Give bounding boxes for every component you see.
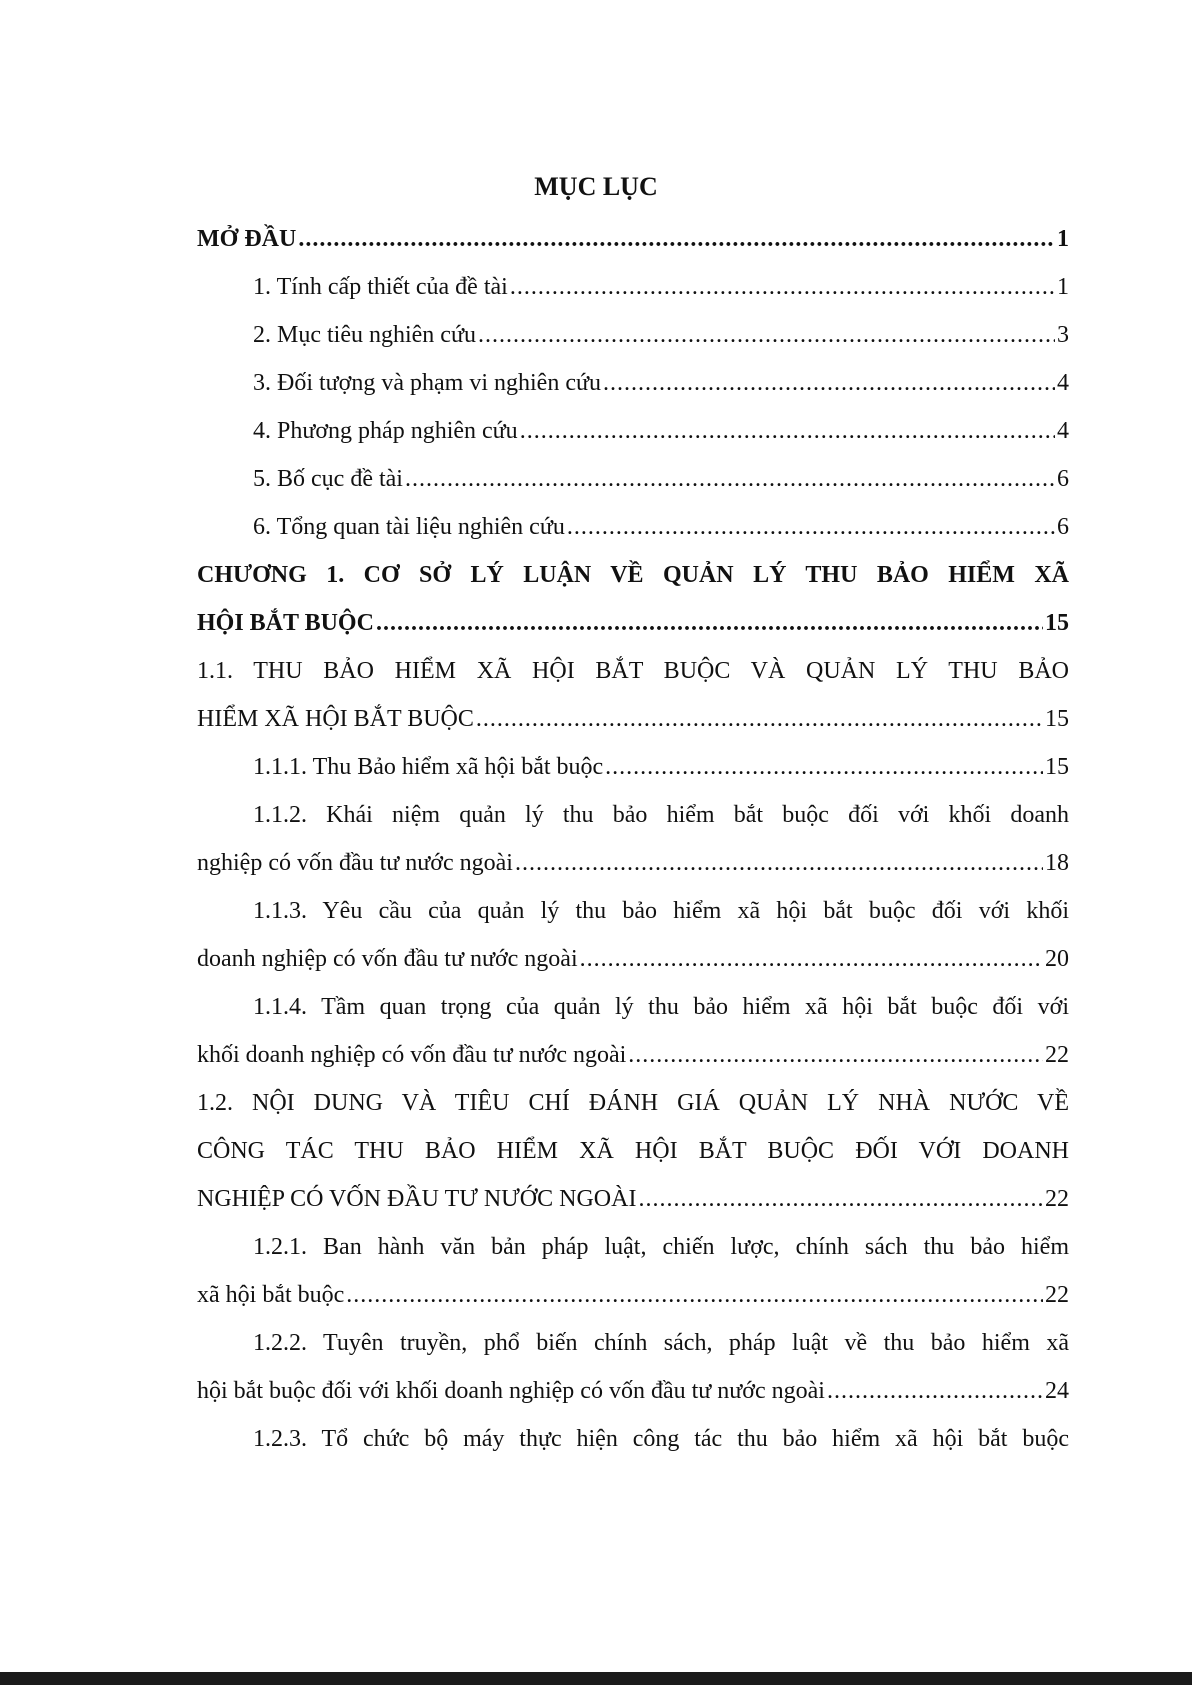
toc-entry-literature[interactable] <box>197 503 1069 551</box>
toc-entry-label: 1. Tính cấp thiết của đề tài <box>253 274 508 300</box>
toc-entry-label: hội bắt buộc đối với khối doanh nghiệp có vốn đầu tư nước ngoài <box>197 1378 825 1404</box>
toc-entry-label: xã hội bắt buộc <box>197 1282 345 1308</box>
toc-page-number: 18 <box>1045 850 1069 876</box>
toc-page-number: 3 <box>1057 322 1069 348</box>
toc-leader-dots <box>376 599 1043 647</box>
toc-entry-1-1-3[interactable]: 1.1.3. Yêu cầu của quản lý thu bảo hiểm xã hội bắt buộc đối với khối <box>253 898 1069 924</box>
document-title: MỤC LỤC <box>534 172 658 201</box>
toc-entry-label: 1.1.1. Thu Bảo hiểm xã hội bắt buộc <box>253 754 604 780</box>
toc-leader-dots <box>628 1031 1043 1079</box>
toc-entry-scope[interactable] <box>197 359 1069 407</box>
toc-entry-label: nghiệp có vốn đầu tư nước ngoài <box>197 850 513 876</box>
toc-page-number: 1 <box>1057 226 1069 252</box>
toc-page-number: 4 <box>1057 418 1069 444</box>
toc-entry-label: MỞ ĐẦU <box>197 226 297 252</box>
toc-entry-section-1-2-cont[interactable]: CÔNG TÁC THU BẢO HIỂM XÃ HỘI BẮT BUỘC ĐỐI VỚI DOANH <box>197 1138 1069 1164</box>
toc-entry-1-2-2[interactable]: 1.2.2. Tuyên truyền, phổ biến chính sách, pháp luật về thu bảo hiểm xã <box>253 1330 1069 1356</box>
toc-entry-methods[interactable] <box>197 407 1069 455</box>
toc-entry-section-1-1[interactable]: 1.1. THU BẢO HIỂM XÃ HỘI BẮT BUỘC VÀ QUẢN LÝ THU BẢO <box>197 658 1069 684</box>
toc-entry-1-2-1[interactable]: 1.2.1. Ban hành văn bản pháp luật, chiến lược, chính sách thu bảo hiểm <box>253 1234 1069 1260</box>
toc-leader-dots <box>405 455 1055 503</box>
toc-leader-dots <box>476 695 1043 743</box>
toc-entry-section-1-2[interactable]: 1.2. NỘI DUNG VÀ TIÊU CHÍ ĐÁNH GIÁ QUẢN LÝ NHÀ NƯỚC VỀ <box>197 1090 1069 1116</box>
toc-page-number: 24 <box>1045 1378 1069 1404</box>
toc-leader-dots <box>638 1175 1043 1223</box>
toc-page-number: 4 <box>1057 370 1069 396</box>
toc-entry-label: HỘI BẮT BUỘC <box>197 610 374 636</box>
toc-entry-label: 4. Phương pháp nghiên cứu <box>253 418 518 444</box>
toc-entry-label: 5. Bố cục đề tài <box>253 466 403 492</box>
toc-entry-label: 3. Đối tượng và phạm vi nghiên cứu <box>253 370 601 396</box>
toc-page-number: 22 <box>1045 1042 1069 1068</box>
toc-entry-chapter-1[interactable]: CHƯƠNG 1. CƠ SỞ LÝ LUẬN VỀ QUẢN LÝ THU BẢO HIỂM XÃ <box>197 562 1069 588</box>
toc-entry-label: HIỂM XÃ HỘI BẮT BUỘC <box>197 706 474 732</box>
toc-entry-urgency[interactable] <box>197 263 1069 311</box>
toc-entry-1-2-1-cont[interactable] <box>197 1271 1069 1319</box>
toc-entry-objectives[interactable] <box>197 311 1069 359</box>
toc-page-number: 22 <box>1045 1186 1069 1212</box>
toc-entry-structure[interactable] <box>197 455 1069 503</box>
toc-entry-1-1-4-cont[interactable] <box>197 1031 1069 1079</box>
toc-leader-dots <box>605 743 1043 791</box>
toc-entry-1-1-1[interactable] <box>197 743 1069 791</box>
toc-entry-section-1-1-cont[interactable] <box>197 695 1069 743</box>
toc-page-number: 15 <box>1045 754 1069 780</box>
toc-page-number: 15 <box>1045 610 1069 636</box>
toc-leader-dots <box>567 503 1055 551</box>
toc-page-number: 6 <box>1057 466 1069 492</box>
toc-entry-1-2-2-cont[interactable] <box>197 1367 1069 1415</box>
toc-entry-label: NGHIỆP CÓ VỐN ĐẦU TƯ NƯỚC NGOÀI <box>197 1186 637 1212</box>
toc-leader-dots <box>520 407 1055 455</box>
toc-leader-dots <box>510 263 1055 311</box>
toc-entry-section-1-2-end[interactable] <box>197 1175 1069 1223</box>
toc-entry-1-1-2[interactable]: 1.1.2. Khái niệm quản lý thu bảo hiểm bắt buộc đối với khối doanh <box>253 802 1069 828</box>
toc-leader-dots <box>478 311 1055 359</box>
toc-entry-1-1-3-cont[interactable] <box>197 935 1069 983</box>
toc-page-number: 20 <box>1045 946 1069 972</box>
toc-entry-1-1-4[interactable]: 1.1.4. Tầm quan trọng của quản lý thu bảo hiểm xã hội bắt buộc đối với <box>253 994 1069 1020</box>
toc-page-number: 6 <box>1057 514 1069 540</box>
toc-leader-dots <box>346 1271 1043 1319</box>
toc-leader-dots <box>580 935 1043 983</box>
toc-entry-intro[interactable] <box>197 215 1069 263</box>
toc-leader-dots <box>603 359 1055 407</box>
toc-leader-dots <box>515 839 1043 887</box>
toc-entry-label: doanh nghiệp có vốn đầu tư nước ngoài <box>197 946 578 972</box>
toc-leader-dots <box>298 215 1055 263</box>
toc-entry-chapter-1-cont[interactable] <box>197 599 1069 647</box>
table-of-contents <box>197 215 1069 1463</box>
toc-leader-dots <box>827 1367 1043 1415</box>
toc-entry-label: 6. Tổng quan tài liệu nghiên cứu <box>253 514 565 540</box>
toc-page-number: 15 <box>1045 706 1069 732</box>
toc-entry-1-2-3[interactable]: 1.2.3. Tổ chức bộ máy thực hiện công tác thu bảo hiểm xã hội bắt buộc <box>253 1426 1069 1452</box>
toc-page-number: 1 <box>1057 274 1069 300</box>
toc-entry-label: khối doanh nghiệp có vốn đầu tư nước ngoài <box>197 1042 627 1068</box>
page-bottom-edge <box>0 1672 1192 1685</box>
toc-entry-label: 2. Mục tiêu nghiên cứu <box>253 322 476 348</box>
toc-page-number: 22 <box>1045 1282 1069 1308</box>
toc-entry-1-1-2-cont[interactable] <box>197 839 1069 887</box>
